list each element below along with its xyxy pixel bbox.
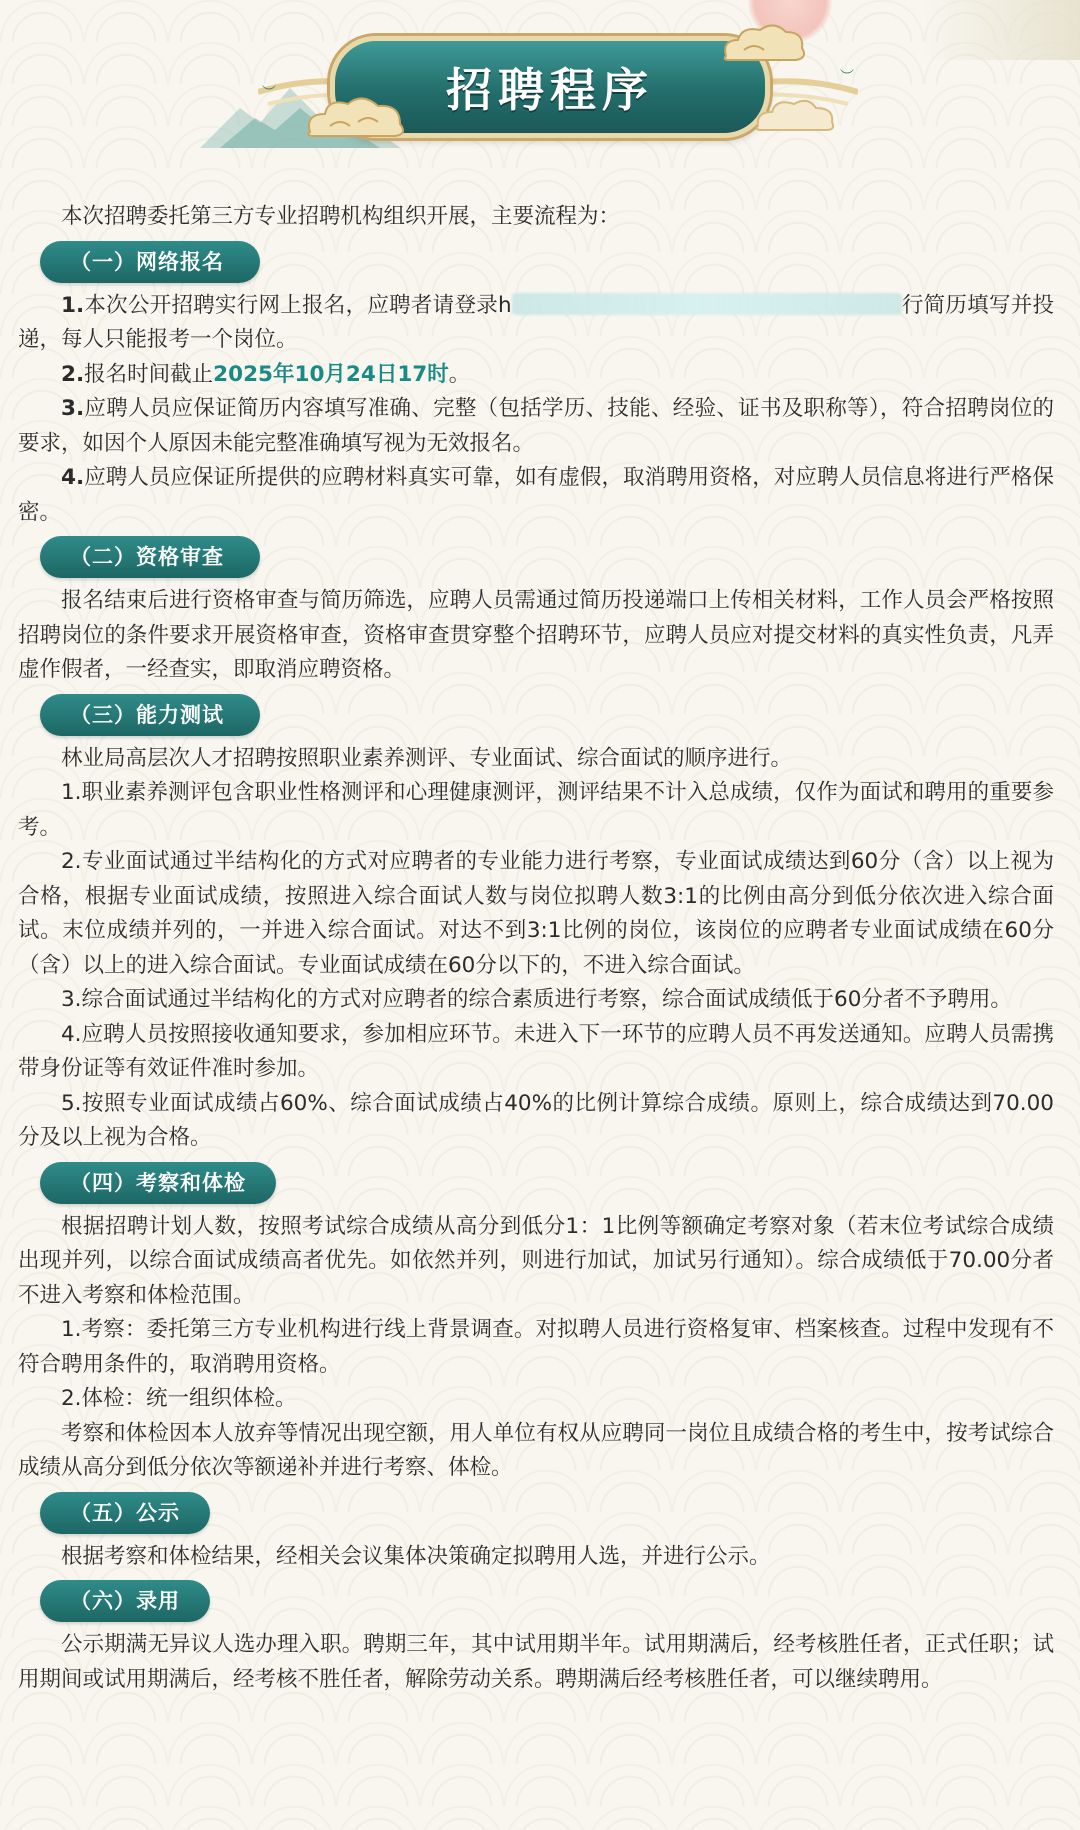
intro-paragraph: 本次招聘委托第三方专业招聘机构组织开展，主要流程为：: [61, 204, 621, 229]
section-heading-qualification-review: （二）资格审查: [40, 536, 260, 578]
registration-item-3: 3.应聘人员应保证简历内容填写准确、完整（包括学历、技能、经验、证书及职称等），符合招聘岗位的要求，如因个人原因未能完整准确填写视为无效报名。: [18, 396, 1054, 456]
section-heading-employment: （六）录用: [40, 1580, 210, 1622]
section-heading-online-registration: （一）网络报名: [40, 241, 260, 283]
bird-icon: ︶: [840, 69, 854, 85]
bird-icon: ︶: [262, 85, 276, 101]
registration-deadline: 2025年10月24日17时: [213, 361, 449, 387]
section-paragraph: 1.考察：委托第三方专业机构进行线上背景调查。对拟聘人员进行资格复审、档案核查。过程中发现有不符合聘用条件的，取消聘用资格。: [18, 1317, 1054, 1377]
cloud-icon: [718, 20, 808, 64]
corner-glow: [920, 0, 1080, 60]
page-title: 招聘程序: [446, 63, 654, 117]
section-paragraph: 2.专业面试通过半结构化的方式对应聘者的专业能力进行考察，专业面试成绩达到60分（含）以上视为合格，根据专业面试成绩，按照进入综合面试人数与岗位拟聘人数3:1的比例由高分到低分依次进入综合面试。末位成绩并列的，一并进入综合面试。对达不到3:1比例的岗位，该岗位的应聘者专业面试成绩在60分（含）以上的进入综合面试。专业面试成绩在60分以下的，不进入综合面试。: [18, 849, 1054, 978]
section-paragraph: 4.应聘人员按照接收通知要求，参加相应环节。未进入下一环节的应聘人员不再发送通知。应聘人员需携带身份证等有效证件准时参加。: [18, 1021, 1054, 1081]
section-paragraph: 2.体检：统一组织体检。: [61, 1386, 297, 1411]
redacted-url: [512, 293, 902, 315]
cloud-icon: [300, 92, 410, 142]
registration-item-4: 4.应聘人员应保证所提供的应聘材料真实可靠，如有虚假，取消聘用资格，对应聘人员信息将进行严格保密。: [18, 465, 1054, 525]
section-paragraph: 根据考察和体检结果，经相关会议集体决策确定拟聘用人选，并进行公示。: [61, 1543, 771, 1569]
section-paragraph: 报名结束后进行资格审查与简历筛选，应聘人员需通过简历投递端口上传相关材料，工作人员会严格按照招聘岗位的条件要求开展资格审查，资格审查贯穿整个招聘环节，应聘人员应对提交材料的真实性负责，凡弄虚作假者，一经查实，即取消应聘资格。: [18, 588, 1054, 682]
section-heading-ability-test: （三）能力测试: [40, 694, 260, 736]
header-banner-area: [0, 0, 1080, 170]
section-paragraph: 5.按照专业面试成绩占60%、综合面试成绩占40%的比例计算综合成绩。原则上，综合成绩达到70.00分及以上视为合格。: [18, 1090, 1054, 1150]
section-paragraph: 1.职业素养测评包含职业性格测评和心理健康测评，测评结果不计入总成绩，仅作为面试和聘用的重要参考。: [18, 780, 1054, 840]
registration-item-1: 1.本次公开招聘实行网上报名，应聘者请登录h 行简历填写并投递，每人只能报考一个岗位。: [18, 292, 1054, 352]
section-paragraph: 公示期满无异议人选办理入职。聘期三年，其中试用期半年。试用期满后，经考核胜任者，正式任职；试用期间或试用期满后，经考核不胜任者，解除劳动关系。聘期满后经考核胜任者，可以继续聘用。: [18, 1632, 1054, 1692]
section-heading-inspection-and-medical: （四）考察和体检: [40, 1162, 276, 1204]
section-paragraph: 根据招聘计划人数，按照考试综合成绩从高分到低分1：1比例等额确定考察对象（若末位考试综合成绩出现并列，以综合面试成绩高者优先。如依然并列，则进行加试，加试另行通知）。综合成绩低于70.00分者不进入考察和体检范围。: [18, 1213, 1054, 1308]
section-paragraph: 林业局高层次人才招聘按照职业素养测评、专业面试、综合面试的顺序进行。: [61, 745, 793, 771]
cloud-icon: [750, 94, 840, 134]
section-paragraph: 考察和体检因本人放弃等情况出现空额，用人单位有权从应聘同一岗位且成绩合格的考生中，按考试综合成绩从高分到低分依次等额递补并进行考察、体检。: [18, 1420, 1054, 1480]
section-heading-publicity: （五）公示: [40, 1492, 210, 1534]
registration-item-2: 2.报名时间截止2025年10月24日17时。: [61, 361, 471, 387]
section-paragraph: 3.综合面试通过半结构化的方式对应聘者的综合素质进行考察，综合面试成绩低于60分者不予聘用。: [61, 987, 1012, 1012]
main-content: [18, 190, 1054, 1697]
